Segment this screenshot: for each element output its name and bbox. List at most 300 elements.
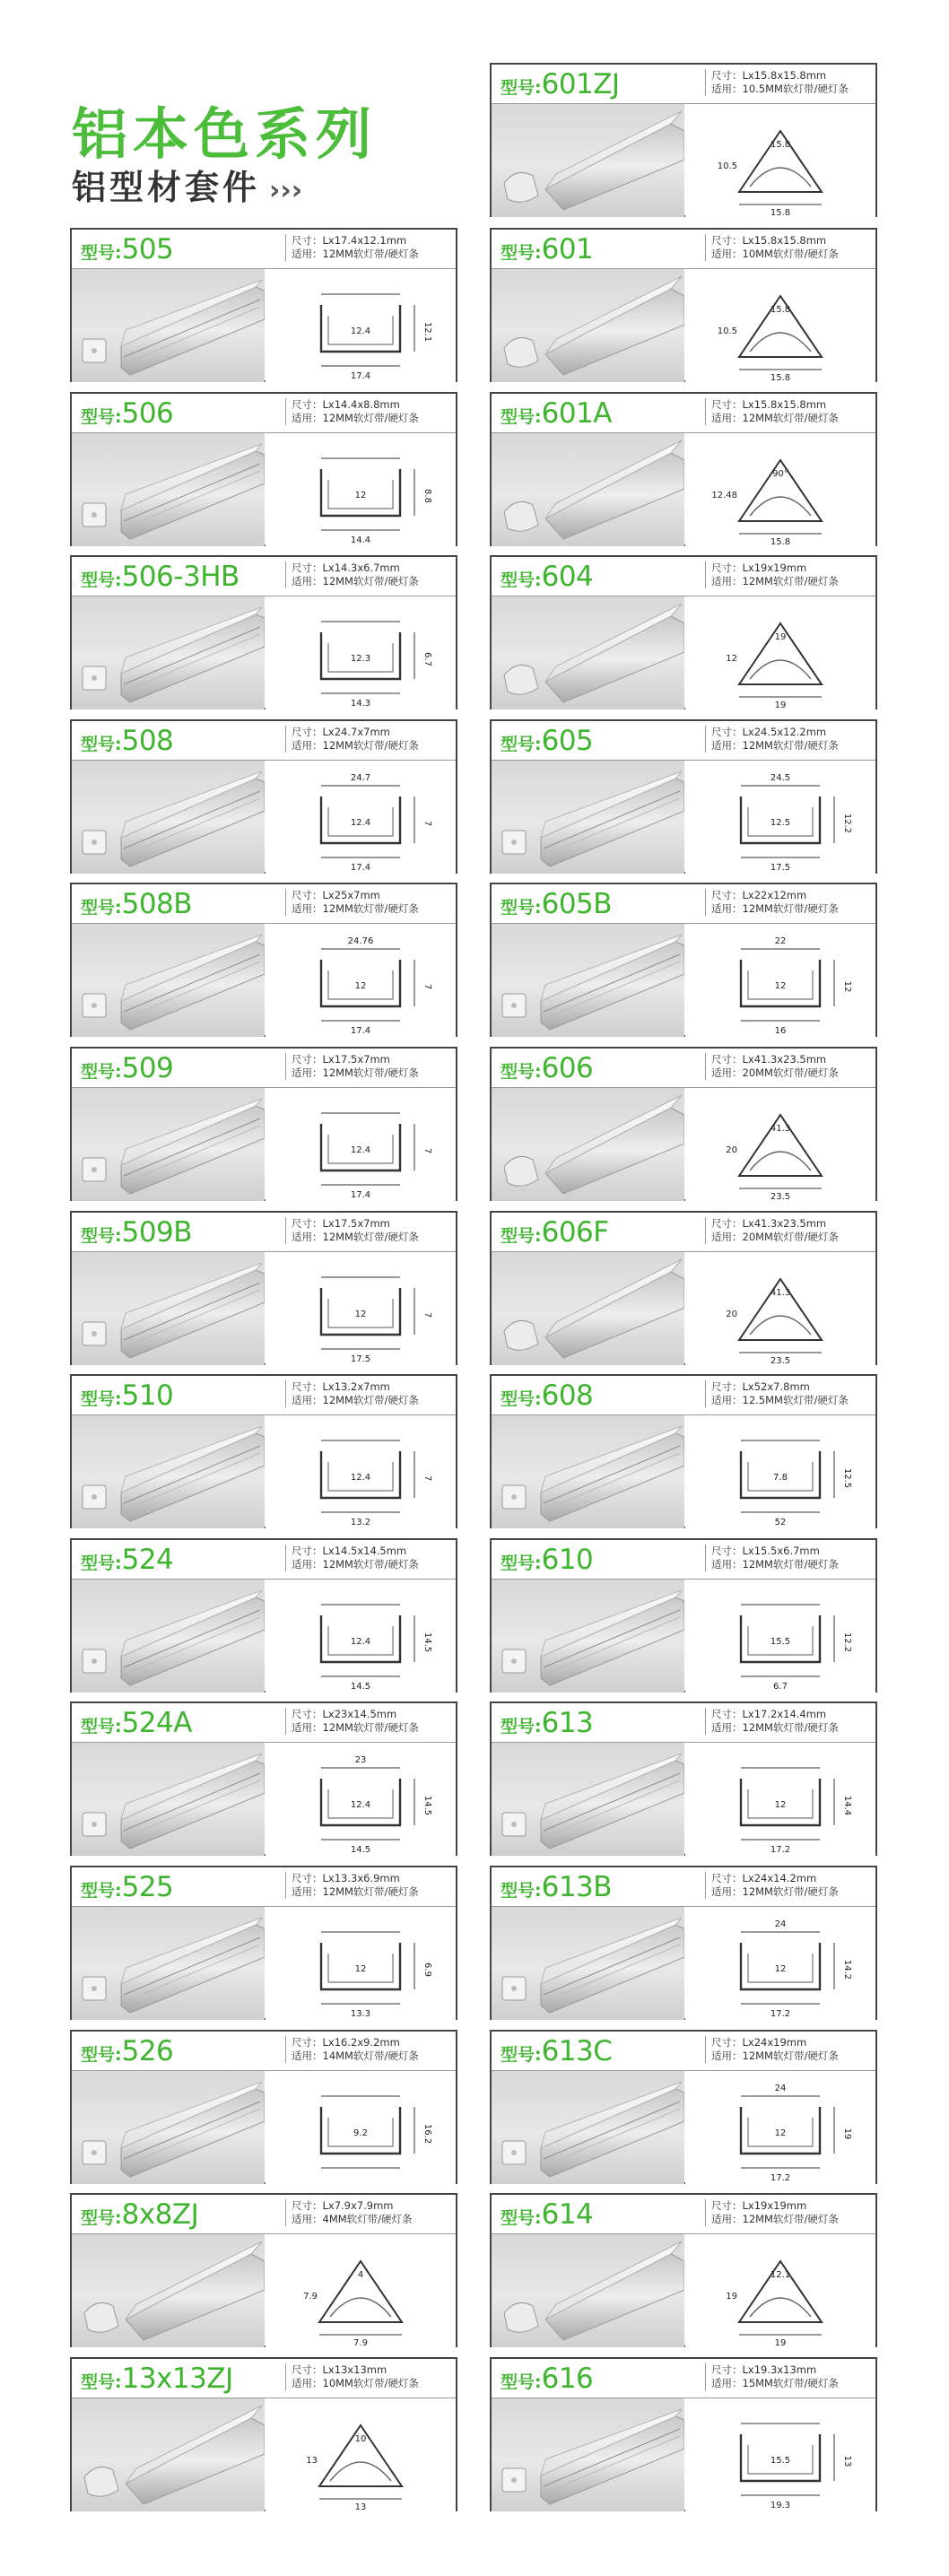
model-code: 8x8ZJ — [121, 2198, 199, 2231]
product-card-header — [492, 2195, 875, 2234]
product-photo — [492, 596, 684, 709]
dimension-label: 20 — [726, 1310, 737, 1319]
product-card — [70, 1538, 457, 1693]
model-label — [501, 66, 620, 102]
spec-block — [705, 2199, 874, 2226]
product-photo — [72, 1252, 265, 1365]
model-prefix: 型号: — [81, 1553, 122, 1573]
model-code: 601ZJ — [541, 68, 620, 100]
spec-block — [705, 1380, 874, 1407]
spec-usage: 适用：12MM软灯带/硬灯条 — [711, 902, 839, 915]
model-label — [501, 2361, 593, 2397]
dimension-label: 12.3 — [350, 654, 371, 664]
spec-block — [705, 561, 874, 588]
profile-diagram — [266, 1415, 456, 1528]
product-card — [70, 1047, 457, 1201]
model-prefix: 型号: — [81, 243, 122, 263]
model-code: 525 — [121, 1871, 174, 1903]
product-photo — [72, 924, 265, 1037]
product-photo — [72, 1743, 265, 1856]
spec-usage: 适用：12MM软灯带/硬灯条 — [711, 412, 839, 424]
profile-diagram — [266, 596, 456, 709]
dimension-label: 17.2 — [770, 2173, 791, 2183]
model-label — [501, 231, 593, 267]
model-prefix: 型号: — [501, 898, 542, 918]
product-photo — [72, 761, 265, 874]
product-photo — [72, 2234, 265, 2347]
spec-block — [705, 1053, 874, 1080]
spec-usage: 适用：12MM软灯带/硬灯条 — [292, 1721, 419, 1734]
dimension-label: 15.8 — [770, 305, 791, 315]
product-card-header — [492, 721, 875, 761]
spec-block — [705, 69, 874, 96]
product-card — [70, 1701, 457, 1856]
spec-block — [285, 234, 454, 261]
product-card — [70, 2357, 457, 2511]
profile-diagram — [685, 924, 875, 1037]
dimension-label: 19.3 — [770, 2501, 791, 2511]
product-photo — [492, 433, 684, 546]
model-prefix: 型号: — [81, 1389, 122, 1409]
product-photo — [72, 1907, 265, 2020]
model-label — [501, 559, 593, 595]
product-photo — [72, 2398, 265, 2511]
spec-block — [705, 726, 874, 753]
dimension-label: 12.5 — [770, 818, 791, 828]
profile-diagram — [685, 2234, 875, 2347]
product-card-header — [72, 2359, 456, 2398]
spec-block — [705, 2036, 874, 2063]
model-prefix: 型号: — [81, 1062, 122, 1082]
model-prefix: 型号: — [81, 735, 122, 754]
dimension-label: 15.8 — [770, 537, 791, 546]
dimension-label: 6.7 — [422, 652, 432, 666]
spec-block — [705, 889, 874, 916]
model-prefix: 型号: — [81, 2045, 122, 2065]
dimension-label: 16 — [774, 1026, 787, 1036]
product-card-header — [492, 557, 875, 596]
dimension-label: 41.3 — [770, 1288, 791, 1298]
series-title: 铝本色系列 — [72, 101, 378, 167]
model-label — [81, 559, 239, 595]
model-code: 605 — [541, 725, 594, 757]
dimension-label: 19 — [726, 2292, 737, 2302]
model-prefix: 型号: — [81, 1881, 122, 1901]
product-card — [490, 555, 877, 709]
profile-diagram — [266, 924, 456, 1037]
product-photo — [492, 761, 684, 874]
spec-usage: 适用：12MM软灯带/硬灯条 — [292, 1231, 419, 1243]
product-card-header — [72, 1376, 456, 1415]
product-card — [490, 2357, 877, 2511]
dimension-label: 23 — [354, 1755, 367, 1765]
spec-usage: 适用：12MM软灯带/硬灯条 — [711, 575, 839, 587]
dimension-label: 12.1 — [770, 2270, 791, 2280]
spec-size: 尺寸：Lx13.2x7mm — [292, 1380, 390, 1393]
product-card — [490, 392, 877, 546]
spec-block — [285, 1545, 454, 1571]
dimension-label: 12 — [354, 1310, 367, 1319]
spec-usage: 适用：4MM软灯带/硬灯条 — [292, 2213, 413, 2225]
model-code: 601A — [541, 397, 612, 430]
spec-usage: 适用：12MM软灯带/硬灯条 — [292, 1066, 419, 1079]
dimension-label: 14.4 — [350, 535, 371, 545]
spec-block — [285, 1708, 454, 1735]
product-photo — [492, 1743, 684, 1856]
model-label — [501, 1869, 612, 1905]
dimension-label: 24 — [774, 2084, 787, 2093]
dimension-label: 12 — [774, 2128, 787, 2138]
dimension-label: 15.8 — [770, 140, 791, 150]
profile-diagram — [266, 2071, 456, 2184]
model-prefix: 型号: — [501, 1881, 542, 1901]
spec-size: 尺寸：Lx24x14.2mm — [711, 1872, 817, 1884]
dimension-label: 4 — [357, 2270, 364, 2280]
spec-usage: 适用：12MM软灯带/硬灯条 — [711, 1721, 839, 1734]
spec-size: 尺寸：Lx19.3x13mm — [711, 2363, 817, 2376]
model-code: 610 — [541, 1544, 594, 1576]
product-card — [490, 719, 877, 874]
dimension-label: 14.5 — [350, 1682, 371, 1692]
spec-size: 尺寸：Lx15.8x15.8mm — [711, 69, 827, 82]
product-card — [490, 2193, 877, 2347]
product-photo — [492, 924, 684, 1037]
dimension-label: 12 — [354, 1964, 367, 1974]
model-code: 524A — [121, 1707, 192, 1739]
profile-diagram — [685, 269, 875, 382]
product-photo — [72, 2071, 265, 2184]
product-card — [70, 228, 457, 382]
spec-size: 尺寸：Lx15.8x15.8mm — [711, 234, 827, 247]
dimension-label: 10.5 — [717, 161, 737, 171]
dimension-label: 20 — [726, 1145, 737, 1155]
product-photo — [492, 1415, 684, 1528]
dimension-label: 17.4 — [350, 863, 371, 873]
profile-diagram — [266, 1907, 456, 2020]
spec-size: 尺寸：Lx16.2x9.2mm — [292, 2036, 400, 2049]
product-photo — [492, 104, 684, 217]
product-photo — [492, 1252, 684, 1365]
model-code: 606 — [541, 1052, 594, 1084]
spec-block — [705, 234, 874, 261]
product-card-header — [492, 1213, 875, 1252]
dimension-label: 14.3 — [350, 699, 371, 709]
series-subtitle-text: 铝型材套件 — [72, 168, 261, 207]
spec-usage: 适用：10.5MM软灯带/硬灯条 — [711, 83, 849, 95]
dimension-label: 17.5 — [350, 1354, 371, 1364]
product-card — [70, 2030, 457, 2184]
dimension-label: 22 — [774, 936, 787, 946]
model-label — [81, 1542, 173, 1578]
model-code: 601 — [541, 233, 594, 265]
dimension-label: 17.4 — [350, 371, 371, 381]
dimension-label: 10 — [354, 2434, 367, 2444]
model-code: 613C — [541, 2035, 613, 2067]
dimension-label: 12.1 — [422, 321, 432, 343]
spec-size: 尺寸：Lx41.3x23.5mm — [711, 1053, 827, 1066]
model-label — [81, 1705, 192, 1741]
dimension-label: 7 — [422, 1311, 432, 1318]
dimension-label: 17.4 — [350, 1190, 371, 1200]
product-photo — [492, 269, 684, 382]
spec-usage: 适用：12MM软灯带/硬灯条 — [292, 575, 419, 587]
model-prefix: 型号: — [81, 1226, 122, 1246]
product-photo — [492, 2071, 684, 2184]
product-card — [70, 555, 457, 709]
product-card-header — [492, 65, 875, 104]
model-code: 506 — [121, 397, 174, 430]
model-label — [501, 723, 593, 759]
dimension-label: 8.8 — [422, 489, 432, 503]
dimension-label: 24.5 — [770, 773, 791, 783]
product-photo — [492, 2234, 684, 2347]
product-photo — [72, 1580, 265, 1693]
product-card-header — [492, 884, 875, 924]
dimension-label: 7.9 — [353, 2338, 368, 2347]
spec-size: 尺寸：Lx17.5x7mm — [292, 1217, 390, 1230]
product-photo — [72, 1088, 265, 1201]
model-code: 605B — [541, 888, 613, 920]
dimension-label: 24 — [774, 1919, 787, 1929]
spec-usage: 适用：20MM软灯带/硬灯条 — [711, 1066, 839, 1079]
product-card — [70, 1866, 457, 2020]
model-label — [81, 231, 173, 267]
model-code: 508 — [121, 725, 174, 757]
spec-size: 尺寸：Lx15.8x15.8mm — [711, 398, 827, 411]
dimension-label: 12.2 — [842, 1632, 852, 1653]
model-prefix: 型号: — [501, 2208, 542, 2228]
spec-usage: 适用：12MM软灯带/硬灯条 — [292, 739, 419, 752]
dimension-label: 13 — [354, 2502, 367, 2511]
profile-diagram — [685, 1907, 875, 2020]
profile-diagram — [685, 2071, 875, 2184]
model-prefix: 型号: — [501, 78, 542, 98]
model-label — [81, 1378, 173, 1414]
product-photo — [492, 1580, 684, 1693]
chevrons-right-icon: ››› — [269, 175, 303, 206]
product-card-header — [72, 884, 456, 924]
dimension-label: 12 — [842, 980, 852, 993]
dimension-label: 10.5 — [717, 326, 737, 336]
spec-usage: 适用：12MM软灯带/硬灯条 — [292, 1558, 419, 1571]
model-code: 524 — [121, 1544, 174, 1576]
spec-size: 尺寸：Lx13x13mm — [292, 2363, 387, 2376]
dimension-label: 23.5 — [770, 1356, 791, 1365]
model-code: 13x13ZJ — [121, 2363, 233, 2395]
dimension-label: 17.2 — [770, 2009, 791, 2019]
dimension-label: 24.76 — [347, 936, 374, 946]
profile-diagram — [266, 1743, 456, 1856]
dimension-label: 14.5 — [350, 1845, 371, 1855]
dimension-label: 24.7 — [350, 773, 371, 783]
spec-usage: 适用：12MM软灯带/硬灯条 — [292, 1394, 419, 1406]
spec-size: 尺寸：Lx14.3x6.7mm — [292, 561, 400, 574]
profile-diagram — [685, 596, 875, 709]
spec-usage: 适用：12MM软灯带/硬灯条 — [292, 412, 419, 424]
dimension-label: 52 — [774, 1518, 787, 1527]
spec-size: 尺寸：Lx23x14.5mm — [292, 1708, 397, 1720]
spec-usage: 适用：12MM软灯带/硬灯条 — [711, 739, 839, 752]
product-photo — [492, 1907, 684, 2020]
profile-diagram — [685, 1743, 875, 1856]
dimension-label: 15.8 — [770, 208, 791, 217]
spec-usage: 适用：10MM软灯带/硬灯条 — [292, 2377, 419, 2389]
model-code: 509 — [121, 1052, 174, 1084]
dimension-label: 7.9 — [303, 2292, 318, 2302]
dimension-label: 12.5 — [842, 1467, 852, 1489]
profile-diagram — [266, 761, 456, 874]
spec-block — [705, 2363, 874, 2390]
spec-size: 尺寸：Lx24x19mm — [711, 2036, 807, 2049]
spec-block — [285, 1872, 454, 1899]
product-card-header — [492, 394, 875, 433]
dimension-label: 23.5 — [770, 1192, 791, 1201]
dimension-label: 12.4 — [350, 818, 371, 828]
dimension-label: 90° — [772, 469, 788, 479]
model-label — [501, 1214, 609, 1250]
spec-block — [285, 2363, 454, 2390]
dimension-label: 7 — [422, 1475, 432, 1482]
product-card — [70, 392, 457, 546]
dimension-label: 12.48 — [711, 491, 737, 500]
model-prefix: 型号: — [501, 407, 542, 427]
model-code: 614 — [541, 2198, 594, 2231]
product-photo — [72, 269, 265, 382]
dimension-label: 17.4 — [350, 1026, 371, 1036]
dimension-label: 15.5 — [770, 2456, 791, 2466]
spec-block — [285, 561, 454, 588]
dimension-label: 15.5 — [770, 1637, 791, 1647]
series-subtitle — [72, 160, 302, 209]
model-prefix: 型号: — [501, 570, 542, 590]
model-label — [81, 1050, 173, 1086]
spec-block — [285, 889, 454, 916]
model-prefix: 型号: — [501, 1717, 542, 1736]
model-prefix: 型号: — [501, 2372, 542, 2392]
product-card — [490, 1866, 877, 2020]
dimension-label: 14.2 — [842, 1959, 852, 1980]
spec-block — [285, 2199, 454, 2226]
product-card-header — [72, 557, 456, 596]
model-prefix: 型号: — [501, 1389, 542, 1409]
model-label — [501, 1050, 593, 1086]
dimension-label: 16.2 — [422, 2123, 432, 2145]
spec-block — [285, 398, 454, 425]
model-label — [81, 1214, 192, 1250]
dimension-label: 19 — [774, 632, 787, 642]
product-card-header — [72, 1213, 456, 1252]
model-label — [501, 1542, 593, 1578]
spec-size: 尺寸：Lx24.7x7mm — [292, 726, 390, 738]
product-card — [490, 883, 877, 1037]
spec-size: 尺寸：Lx19x19mm — [711, 561, 807, 574]
spec-usage: 适用：12MM软灯带/硬灯条 — [711, 1885, 839, 1898]
model-code: 613B — [541, 1871, 613, 1903]
model-label — [81, 2033, 173, 2069]
spec-block — [285, 2036, 454, 2063]
dimension-label: 14.5 — [422, 1795, 432, 1816]
model-prefix: 型号: — [81, 2208, 122, 2228]
model-code: 526 — [121, 2035, 174, 2067]
product-card-header — [492, 1049, 875, 1088]
dimension-label: 12 — [774, 981, 787, 991]
dimension-label: 7.8 — [773, 1473, 788, 1483]
product-card-header — [492, 1867, 875, 1907]
dimension-label: 6.7 — [773, 1682, 788, 1692]
model-code: 606F — [541, 1216, 609, 1249]
product-card-header — [72, 1703, 456, 1743]
spec-usage: 适用：12MM软灯带/硬灯条 — [711, 1558, 839, 1571]
model-prefix: 型号: — [501, 1062, 542, 1082]
profile-diagram — [266, 2398, 456, 2511]
spec-block — [705, 1545, 874, 1571]
model-code: 508B — [121, 888, 193, 920]
product-card — [490, 1701, 877, 1856]
spec-block — [285, 726, 454, 753]
model-label — [81, 1869, 173, 1905]
product-card-header — [492, 1540, 875, 1580]
product-card — [70, 2193, 457, 2347]
dimension-label: 12.2 — [842, 813, 852, 834]
model-code: 509B — [121, 1216, 193, 1249]
dimension-label: 17.5 — [770, 863, 791, 873]
product-card-header — [492, 1703, 875, 1743]
dimension-label: 14.4 — [842, 1795, 852, 1816]
model-prefix: 型号: — [81, 2372, 122, 2392]
model-prefix: 型号: — [501, 1553, 542, 1573]
dimension-label: 6.9 — [422, 1962, 432, 1977]
model-label — [81, 723, 173, 759]
spec-usage: 适用：15MM软灯带/硬灯条 — [711, 2377, 839, 2389]
spec-block — [705, 1217, 874, 1244]
dimension-label: 12 — [726, 654, 737, 664]
dimension-label: 13 — [306, 2456, 318, 2466]
spec-block — [705, 1872, 874, 1899]
spec-size: 尺寸：Lx25x7mm — [292, 889, 380, 901]
spec-size: 尺寸：Lx14.5x14.5mm — [292, 1545, 407, 1557]
spec-size: 尺寸：Lx41.3x23.5mm — [711, 1217, 827, 1230]
product-card-header — [72, 1867, 456, 1907]
product-photo — [72, 1415, 265, 1528]
dimension-label: 7 — [422, 983, 432, 990]
spec-usage: 适用：12MM软灯带/硬灯条 — [292, 1885, 419, 1898]
model-label — [501, 2033, 612, 2069]
dimension-label: 12 — [774, 1800, 787, 1810]
dimension-label: 13 — [842, 2455, 852, 2467]
profile-diagram — [266, 1088, 456, 1201]
model-prefix: 型号: — [501, 735, 542, 754]
model-label — [501, 1378, 593, 1414]
profile-diagram — [266, 1580, 456, 1693]
dimension-label: 7 — [422, 1147, 432, 1154]
product-photo — [492, 2398, 684, 2511]
profile-diagram — [685, 433, 875, 546]
dimension-label: 12.4 — [350, 1637, 371, 1647]
product-photo — [492, 1088, 684, 1201]
spec-usage: 适用：20MM软灯带/硬灯条 — [711, 1231, 839, 1243]
dimension-label: 12.4 — [350, 1145, 371, 1155]
dimension-label: 15.8 — [770, 373, 791, 382]
dimension-label: 19 — [842, 2128, 852, 2140]
spec-block — [705, 1708, 874, 1735]
spec-block — [285, 1380, 454, 1407]
product-card — [490, 1538, 877, 1693]
model-label — [81, 396, 173, 431]
product-card — [70, 1374, 457, 1528]
profile-diagram — [266, 1252, 456, 1365]
spec-size: 尺寸：Lx17.2x14.4mm — [711, 1708, 827, 1720]
product-card — [490, 63, 877, 217]
